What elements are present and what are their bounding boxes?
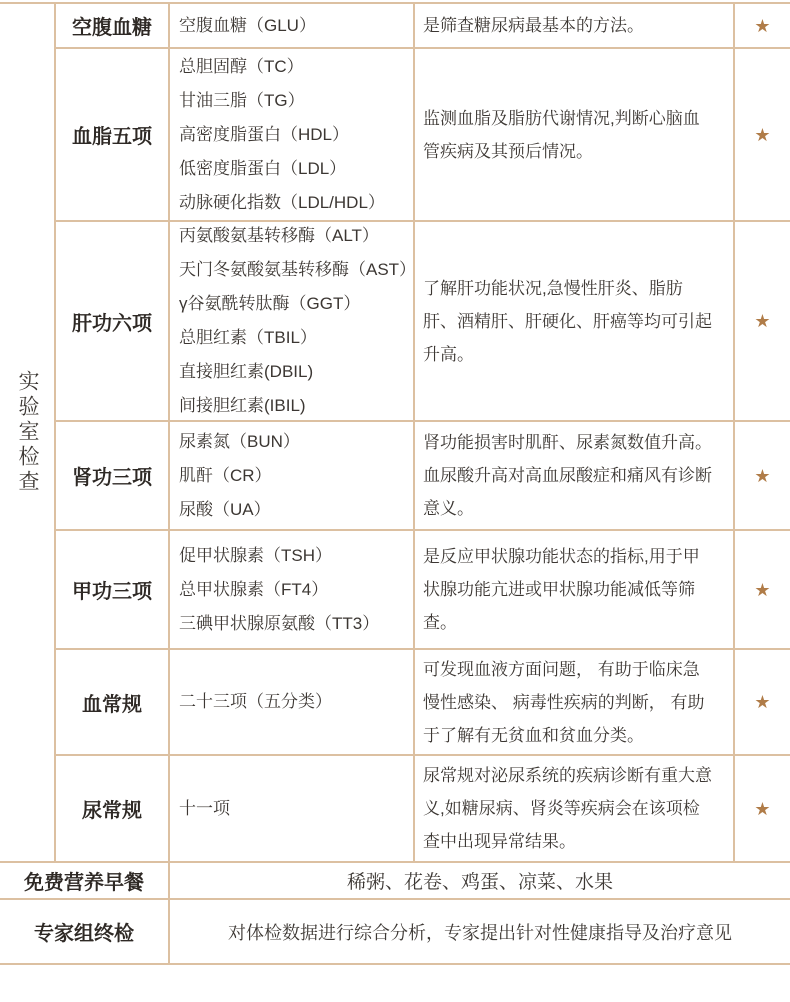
item-line: 总胆固醇（TC） (179, 56, 304, 76)
description-cell (415, 756, 735, 861)
items-cell (170, 422, 415, 529)
star-cell (735, 222, 790, 420)
category-cell: 血脂五项 (56, 49, 170, 220)
description-text: 是筛查糖尿病最基本的方法。 (423, 16, 644, 35)
item-line: 尿酸（UA） (179, 499, 271, 519)
item-line: 总胆红素（TBIL） (179, 328, 317, 347)
description-cell (415, 650, 735, 754)
item-line: 总甲状腺素（FT4） (179, 579, 329, 599)
items-cell (170, 49, 415, 220)
item-line: 三碘甲状腺原氨酸（TT3） (179, 613, 380, 633)
description-cell (415, 222, 735, 420)
items-cell (170, 222, 415, 420)
star-icon: ★ (754, 465, 771, 486)
table-row (56, 531, 790, 650)
category-cell: 尿常规 (56, 756, 170, 861)
bottom-rows (0, 863, 790, 965)
category-cell: 专家组终检 (0, 900, 170, 963)
item-line: 尿素氮（BUN） (179, 431, 300, 451)
category-cell: 血常规 (56, 650, 170, 754)
star-icon: ★ (754, 579, 771, 600)
item-line: 空腹血糖（GLU） (179, 15, 316, 35)
item-line: 直接胆红素(DBIL) (179, 362, 314, 381)
table-row (56, 49, 790, 222)
star-icon: ★ (754, 692, 771, 712)
description-cell (415, 422, 735, 529)
lab-rows (56, 4, 790, 861)
section-label: 实验室检查 (16, 370, 39, 495)
star-cell (735, 650, 790, 754)
star-icon: ★ (754, 311, 771, 331)
description-cell (415, 4, 735, 47)
description-text: 了解肝功能状况,急慢性肝炎、脂肪肝、酒精肝、肝硬化、肝癌等均可引起升高。 (423, 278, 712, 364)
star-cell (735, 756, 790, 861)
item-line: 十一项 (179, 798, 230, 818)
description-cell (415, 49, 735, 220)
item-line: 动脉硬化指数（LDL/HDL） (179, 192, 385, 212)
item-line: 间接胆红素(IBIL) (179, 396, 306, 415)
table-row (56, 422, 790, 531)
item-line: 肌酐（CR） (179, 465, 272, 485)
star-cell (735, 422, 790, 529)
description-cell (415, 531, 735, 648)
bottom-row (0, 900, 790, 965)
description-text: 尿常规对泌尿系统的疾病诊断有重大意义,如糖尿病、肾炎等疾病会在该项检查中出现异常结果。 (423, 766, 712, 851)
description-text: 是反应甲状腺功能状态的指标,用于甲状腺功能亢进或甲状腺功能减低等筛查。 (423, 547, 700, 632)
star-cell (735, 531, 790, 648)
item-line: 丙氨酸氨基转移酶（ALT） (179, 226, 379, 245)
item-line: 促甲状腺素（TSH） (179, 545, 332, 565)
items-cell (170, 650, 415, 754)
items-cell (170, 756, 415, 861)
value-cell: 对体检数据进行综合分析，专家提出针对性健康指导及治疗意见 (228, 922, 732, 943)
table-row (56, 650, 790, 756)
lab-section (0, 4, 790, 863)
star-cell (735, 4, 790, 47)
item-line: γ谷氨酰转肽酶（GGT） (179, 294, 361, 313)
value-cell: 稀粥、花卷、鸡蛋、凉菜、水果 (346, 872, 613, 893)
description-text: 监测血脂及脂肪代谢情况,判断心脑血管疾病及其预后情况。 (423, 108, 700, 161)
item-line: 天门冬氨酸氨基转移酶（AST） (179, 260, 417, 279)
star-icon: ★ (754, 15, 771, 36)
category-cell: 免费营养早餐 (0, 863, 170, 898)
description-text: 可发现血液方面问题， 有助于临床急慢性感染、 病毒性疾病的判断， 有助于了解有无贫血和贫血分类。 (423, 659, 705, 745)
star-icon: ★ (754, 798, 771, 819)
item-line: 二十三项（五分类） (179, 692, 332, 711)
items-cell (170, 4, 415, 47)
item-line: 甘油三脂（TG） (179, 90, 305, 110)
star-cell (735, 49, 790, 220)
items-cell (170, 531, 415, 648)
description-text: 肾功能损害时肌酐、尿素氮数值升高。血尿酸升高对高血尿酸症和痛风有诊断意义。 (423, 433, 712, 518)
table-row (56, 4, 790, 49)
table-row (56, 756, 790, 861)
bottom-row (0, 863, 790, 900)
section-label-cell (0, 4, 56, 861)
item-line: 低密度脂蛋白（LDL） (179, 158, 347, 178)
category-cell: 肝功六项 (56, 222, 170, 420)
table-row (56, 222, 790, 422)
category-cell: 空腹血糖 (56, 4, 170, 47)
item-line: 高密度脂蛋白（HDL） (179, 124, 350, 144)
star-icon: ★ (754, 124, 771, 145)
checkup-table (0, 2, 790, 965)
category-cell: 肾功三项 (56, 422, 170, 529)
category-cell: 甲功三项 (56, 531, 170, 648)
